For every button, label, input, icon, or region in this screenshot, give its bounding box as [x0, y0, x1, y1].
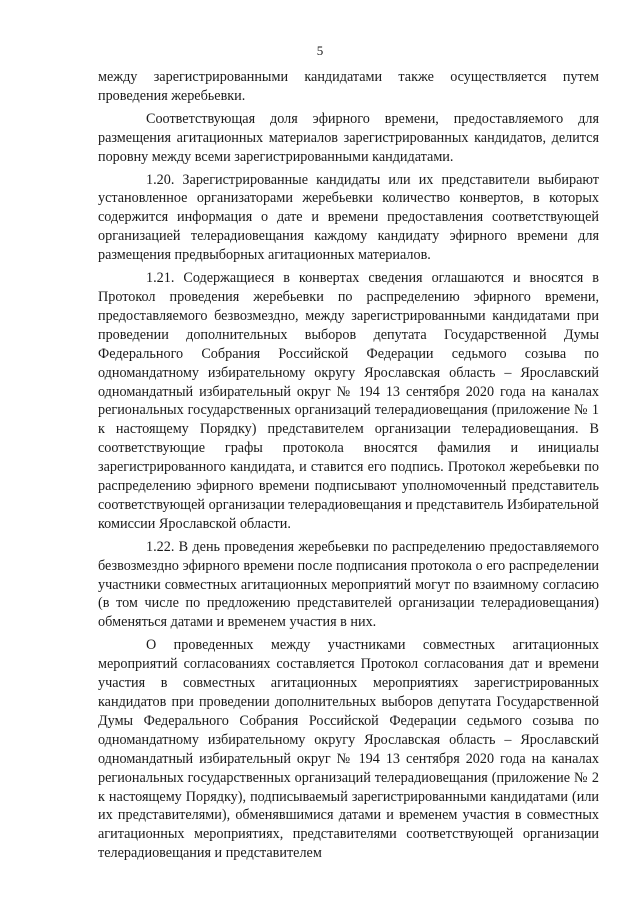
- paragraph-continuation: между зарегистрированными кандидатами также осуществляется путем проведения жеребьевки.: [98, 69, 599, 104]
- paragraph-agreements: О проведенных между участниками совместных агитационных мероприятий согласованиях составляется Протокол согласования дат и времени участия в совместных агитационных мероприятиях зарегистрированных кандидатов при проведении дополнительных выборов депутата Государственной Думы Федерального Собрания Российской Федерации седьмого созыва по одномандатному избирательному округу Ярославская область – Ярославский одномандатный избирательный округ № 194 13 сентября 2020 года на каналах региональных государственных организаций телерадиовещания (приложение № 2 к настоящему Порядку), подписываемый зарегистрированными кандидатами (или их представителями), обменявшимися датами и временем участия в совместных агитационных мероприятиях, представителями соответствующей организации телерадиовещания и представителем: [98, 637, 599, 862]
- document-body: [98, 68, 599, 863]
- paragraph-1-21: 1.21. Содержащиеся в конвертах сведения оглашаются и вносятся в Протокол проведения жеребьевки по распределению эфирного времени, предоставляемого безвозмездно, между зарегистрированными кандидатами при проведении дополнительных выборов депутата Государственной Думы Федерального Собрания Российской Федерации седьмого созыва по одномандатному избирательному округу Ярославская область – Ярославский одномандатный избирательный округ № 194 13 сентября 2020 года на каналах региональных государственных организаций телерадиовещания (приложение № 1 к настоящему Порядку) представителем организации телерадиовещания. В соответствующие графы протокола вносятся фамилия и инициалы зарегистрированного кандидата, и ставится его подпись. Протокол жеребьевки по распределению эфирного времени подписывают уполномоченный представитель соответствующей организации телерадиовещания и представитель Избирательной комиссии Ярославской области.: [98, 270, 599, 532]
- paragraph-1-22: 1.22. В день проведения жеребьевки по распределению предоставляемого безвозмездно эфирного времени после подписания протокола о его распределении участники совместных агитационных мероприятий могут по взаимному согласию (в том числе по предложению представителей организации телерадиовещания) обменяться датами и временем участия в них.: [98, 538, 599, 631]
- paragraph-airtime-share: Соответствующая доля эфирного времени, предоставляемого для размещения агитационных материалов зарегистрированных кандидатов, делится поровну между всеми зарегистрированными кандидатами.: [98, 110, 599, 165]
- page-number: 5: [316, 43, 324, 58]
- paragraph-1-20: 1.20. Зарегистрированные кандидаты или их представители выбирают установленное организаторами жеребьевки количество конвертов, в которых содержится информация о дате и времени предоставления соответствующей организацией телерадиовещания каждому кандидату эфирного времени для размещения предвыборных агитационных материалов.: [98, 171, 599, 264]
